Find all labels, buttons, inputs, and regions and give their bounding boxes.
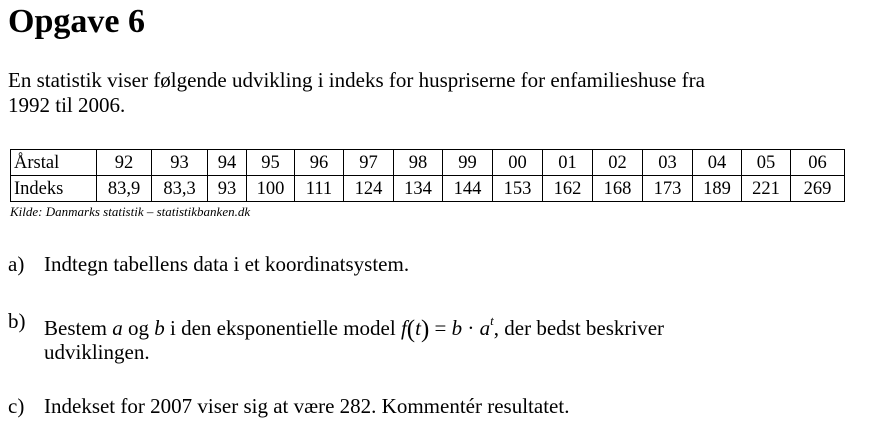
index-cell: 124 [344,176,394,202]
index-cell: 173 [643,176,693,202]
task-a-label: a) [8,252,25,276]
task-c-text: Indekset for 2007 viser sig at være 282. Kommentér resultatet. [44,394,570,418]
year-cell: 01 [543,150,593,176]
year-cell: 06 [791,150,845,176]
year-row [11,150,845,176]
source-caption: Kilde: Danmarks statistik – statistikbanken.dk [10,204,251,219]
model-formula [400,313,494,343]
formula-exponent: t [490,313,494,328]
formula-equals: = [434,316,447,340]
year-cell: 03 [643,150,693,176]
year-cell: 00 [493,150,543,176]
exercise-title: Opgave 6 [8,3,145,40]
index-cell: 144 [443,176,493,202]
task-b-text-after: , der bedst beskriver [493,316,665,340]
index-cell: 93 [208,176,247,202]
task-b-line-2: udviklingen. [44,340,150,364]
year-cell: 93 [152,150,208,176]
index-cell: 111 [295,176,344,202]
index-cell: 83,9 [97,176,152,202]
task-b-text-og: og [128,316,149,340]
index-cell: 153 [493,176,543,202]
task-b-text-before: Bestem [44,316,107,340]
year-cell: 92 [97,150,152,176]
index-row-header: Indeks [11,176,97,202]
index-cell: 269 [791,176,845,202]
index-cell: 100 [247,176,295,202]
year-cell: 02 [593,150,643,176]
formula-a: a [479,316,491,340]
variable-b: b [154,316,165,340]
formula-t: t [415,316,421,340]
index-cell: 83,3 [152,176,208,202]
formula-open-paren: ( [406,316,416,343]
year-cell: 95 [247,150,295,176]
year-cell: 05 [742,150,791,176]
index-cell: 189 [693,176,742,202]
formula-close-paren: ) [420,316,430,343]
year-cell: 99 [443,150,493,176]
formula-f: f [400,316,407,340]
variable-a: a [112,316,123,340]
intro-line-1: En statistik viser følgende udvikling i indeks for huspriserne for enfamilieshuse fra [8,68,705,92]
index-cell: 162 [543,176,593,202]
year-cell: 04 [693,150,742,176]
price-index-table [10,149,845,202]
year-cell: 96 [295,150,344,176]
index-row [11,176,845,202]
intro-text [8,68,858,118]
task-b-label: b) [8,309,26,333]
intro-line-2: 1992 til 2006. [8,93,126,117]
formula-b: b [451,316,463,340]
index-cell: 221 [742,176,791,202]
year-cell: 97 [344,150,394,176]
task-c-label: c) [8,394,25,418]
year-cell: 98 [394,150,443,176]
index-cell: 134 [394,176,443,202]
formula-dot: · [467,316,475,340]
year-cell: 94 [208,150,247,176]
year-row-header: Årstal [11,150,97,176]
task-a-text: Indtegn tabellens data i et koordinatsystem. [44,252,410,276]
index-cell: 168 [593,176,643,202]
task-b-text-mid: i den eksponentielle model [170,316,396,340]
